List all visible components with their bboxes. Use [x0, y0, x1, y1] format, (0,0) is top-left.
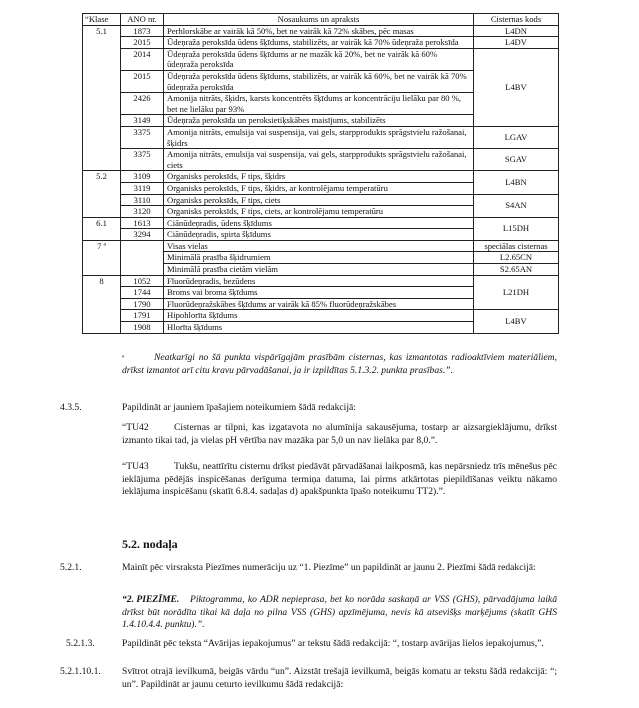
- cell-name: Amonija nitrāts, šķidrs, karsts koncentrēts šķīdums ar koncentrāciju lielāku par 80 %, bet ne lielāku par 93%: [164, 93, 474, 115]
- table-row: [83, 171, 559, 183]
- cell-tank-code: L4BV: [474, 310, 559, 333]
- cell-name: Broms vai broma šķīdums: [164, 287, 474, 299]
- chapter-heading: 5.2. nodaļa: [122, 537, 178, 551]
- cell-ano-number: 1744: [121, 287, 164, 299]
- cell-name: Visas vielas: [164, 240, 474, 252]
- tu43-paragraph: [122, 461, 557, 499]
- table-row: [83, 149, 559, 171]
- note-2-label: “2. PIEZĪME.: [122, 594, 180, 605]
- cell-name: Ūdeņraža peroksīda ūdens šķīdums ar ne mazāk kā 20%, bet ne vairāk kā 60% ūdeņraža peroksīda: [164, 48, 474, 70]
- section-text-5-2-1-3: Papildināt pēc teksta “Avārijas iepakojumus” ar tekstu šādā redakcijā: “, tostarp avārijas lielos iepakojumus,”.: [122, 638, 544, 649]
- tu42-code: “TU42: [122, 422, 149, 433]
- cell-tank-code: L2.65CN: [474, 252, 559, 264]
- cell-tank-code: SGAV: [474, 149, 559, 171]
- note-2-paragraph: [122, 594, 557, 632]
- table-row: [83, 240, 559, 252]
- cell-name: Fluorūdeņradis, bezūdens: [164, 275, 474, 287]
- header-name: Nosaukums un apraksts: [164, 14, 474, 26]
- cell-ano-number: 3109: [121, 171, 164, 183]
- cell-klase: 5.2: [83, 171, 121, 217]
- cell-tank-code: L4BN: [474, 171, 559, 194]
- cell-tank-code: L4BV: [474, 48, 559, 126]
- table-header-row: [83, 14, 559, 26]
- cell-name: Ūdeņraža peroksīda un peroksietiķskābes maisījums, stabilizēts: [164, 115, 474, 127]
- cell-ano-number: 3149: [121, 115, 164, 127]
- cell-ano-number: 1790: [121, 298, 164, 310]
- table-row: [83, 275, 559, 287]
- cell-ano-number: 1613: [121, 217, 164, 229]
- cell-tank-code: L4DV: [474, 37, 559, 49]
- section-text-5-2-1: Mainīt pēc virsraksta Piezīmes numerāciju uz “1. Piezīme” un papildināt ar jaunu 2. Piezīmi šādā redakcijā:: [122, 562, 536, 573]
- cell-ano-number: 3110: [121, 194, 164, 206]
- cell-name: Ciānūdeņradis, spirta šķīdums: [164, 229, 474, 241]
- cell-name: Ciānūdeņradis, ūdens šķīdums: [164, 217, 474, 229]
- cell-name: Hlorīta šķīdums: [164, 322, 474, 334]
- cell-name: Organisks peroksīds, F tips, šķidrs, ar kontrolējamu temperatūru: [164, 182, 474, 194]
- section-number-5-2-1-10-1: 5.2.1.10.1.: [60, 666, 101, 677]
- cell-name: Organisks peroksīds, F tips, ciets: [164, 194, 474, 206]
- table-row: [83, 194, 559, 206]
- cell-ano-number: 3375: [121, 126, 164, 148]
- cell-ano-number: 1791: [121, 310, 164, 322]
- cell-name: Organisks peroksīds, F tips, ciets, ar kontrolējamu temperatūru: [164, 206, 474, 218]
- header-code: Cisternas kods: [474, 14, 559, 26]
- cell-ano-number: 1052: [121, 275, 164, 287]
- header-ano: ANO nr.: [121, 14, 164, 26]
- cell-ano-number: 1873: [121, 25, 164, 37]
- cell-tank-code: S2.65AN: [474, 264, 559, 276]
- cell-ano-number: [121, 240, 164, 275]
- table-row: [83, 217, 559, 229]
- cell-name: Ūdeņraža peroksīda ūdens šķīdums, stabilizēts, ar vairāk kā 60%, bet ne vairāk kā 70% ūdeņraža peroksīda: [164, 70, 474, 92]
- cell-tank-code: LGAV: [474, 126, 559, 148]
- cell-ano-number: 3120: [121, 206, 164, 218]
- cell-name: Organisks peroksīds, F tips, šķidrs: [164, 171, 474, 183]
- table-row: [83, 25, 559, 37]
- cell-ano-number: 3294: [121, 229, 164, 241]
- table-row: [83, 126, 559, 148]
- note-2-text: Piktogramma, ko ADR nepieprasa, bet ko norāda saskaņā ar VSS (GHS), pārvadājuma laikā drīkst būt norādīta tikai kā daļa no pilna VSS (GHS) apzīmējuma, nevis kā atsevišķs marķējums (skatīt GHS 1.4.10.4.4. punktu).”.: [122, 594, 557, 631]
- tu42-text: Cisternas ar tilpni, kas izgatavota no alumīnija sakausējuma, tostarp ar aizsargieklājumu, drīkst izmanto tikai tad, ja vielas pH vērtība nav mazāka par 5,0 un nav lielāka par 8,0.”.: [122, 422, 557, 446]
- section-number-4-3-5: 4.3.5.: [60, 402, 82, 413]
- cell-ano-number: 2014: [121, 48, 164, 70]
- cell-name: Hipohlorīta šķīdums: [164, 310, 474, 322]
- section-text-4-3-5: Papildināt ar jauniem īpašajiem noteikumiem šādā redakcijā:: [122, 402, 356, 413]
- header-klase: “Klase: [83, 14, 121, 26]
- footnote-mark: ª: [122, 354, 124, 362]
- cell-ano-number: 2015: [121, 37, 164, 49]
- tank-code-table: [82, 13, 559, 334]
- footnote: [122, 352, 557, 377]
- tu43-code: “TU43: [122, 461, 149, 472]
- cell-ano-number: 2015: [121, 70, 164, 92]
- table-row: [83, 310, 559, 322]
- cell-name: Minimālā prasība šķidrumiem: [164, 252, 474, 264]
- cell-name: Minimālā prasība cietām vielām: [164, 264, 474, 276]
- section-number-5-2-1: 5.2.1.: [60, 562, 82, 573]
- section-number-5-2-1-3: 5.2.1.3.: [66, 638, 95, 649]
- section-text-5-2-1-10-1: Svītrot otrajā ievilkumā, beigās vārdu “un”. Aizstāt trešajā ievilkumā, beigās komatu ar tekstu šādā redakcijā: “; un”. Papildināt ar jaunu ceturto ievilkumu šādā redakcijā:: [122, 666, 557, 690]
- footnote-text: Neatkarīgi no šā punkta vispārīgajām prasībām cisternas, kas izmantotas radioaktīviem materiāliem, drīkst izmantot arī citu kravu pārvadāšanai, ja ir izpildītas 5.1.3.2. punkta prasības.”.: [122, 352, 557, 376]
- cell-tank-code: L4DN: [474, 25, 559, 37]
- cell-ano-number: 3375: [121, 149, 164, 171]
- cell-ano-number: 3119: [121, 182, 164, 194]
- cell-klase: 5.1: [83, 25, 121, 171]
- cell-ano-number: 2426: [121, 93, 164, 115]
- cell-name: Fluorūdeņražskābes šķīdums ar vairāk kā 85% fluorūdeņražskābes: [164, 298, 474, 310]
- cell-tank-code: L21DH: [474, 275, 559, 310]
- cell-name: Amonija nitrāts, emulsija vai suspensija, vai gels, starpprodukts sprāgstvielu ražošanai, ciets: [164, 149, 474, 171]
- table-row: [83, 48, 559, 70]
- cell-ano-number: 1908: [121, 322, 164, 334]
- cell-name: Ūdeņraža peroksīda ūdens šķīdums, stabilizēts, ar vairāk kā 70% ūdeņraža peroksīda: [164, 37, 474, 49]
- cell-klase: 7 ª: [83, 240, 121, 275]
- tu43-text: Tukšu, neattīrītu cisternu drīkst piedāvāt pārvadāšanai laikposmā, kas nepārsniedz trīs mēnešus pēc ieklājuma pēdējās inspicēšanas derīguma termiņa datuma, lai pirms atkārtotas piepildīšanas veiktu nākamo ieklājuma inspicēšanu (skatīt 6.8.4. sadaļas d) apakšpunkta īpašo noteikumu TT2).”.: [122, 461, 557, 498]
- cell-name: Perhlorskābe ar vairāk kā 50%, bet ne vairāk kā 72% skābes, pēc masas: [164, 25, 474, 37]
- cell-tank-code: speciālas cisternas: [474, 240, 559, 252]
- cell-klase: 6.1: [83, 217, 121, 240]
- cell-tank-code: L15DH: [474, 217, 559, 240]
- cell-klase: 8: [83, 275, 121, 333]
- cell-tank-code: S4AN: [474, 194, 559, 217]
- cell-name: Amonija nitrāts, emulsija vai suspensija, vai gels, starpprodukts sprāgstvielu ražošanai, šķidrs: [164, 126, 474, 148]
- table-row: [83, 37, 559, 49]
- tu42-paragraph: [122, 422, 557, 447]
